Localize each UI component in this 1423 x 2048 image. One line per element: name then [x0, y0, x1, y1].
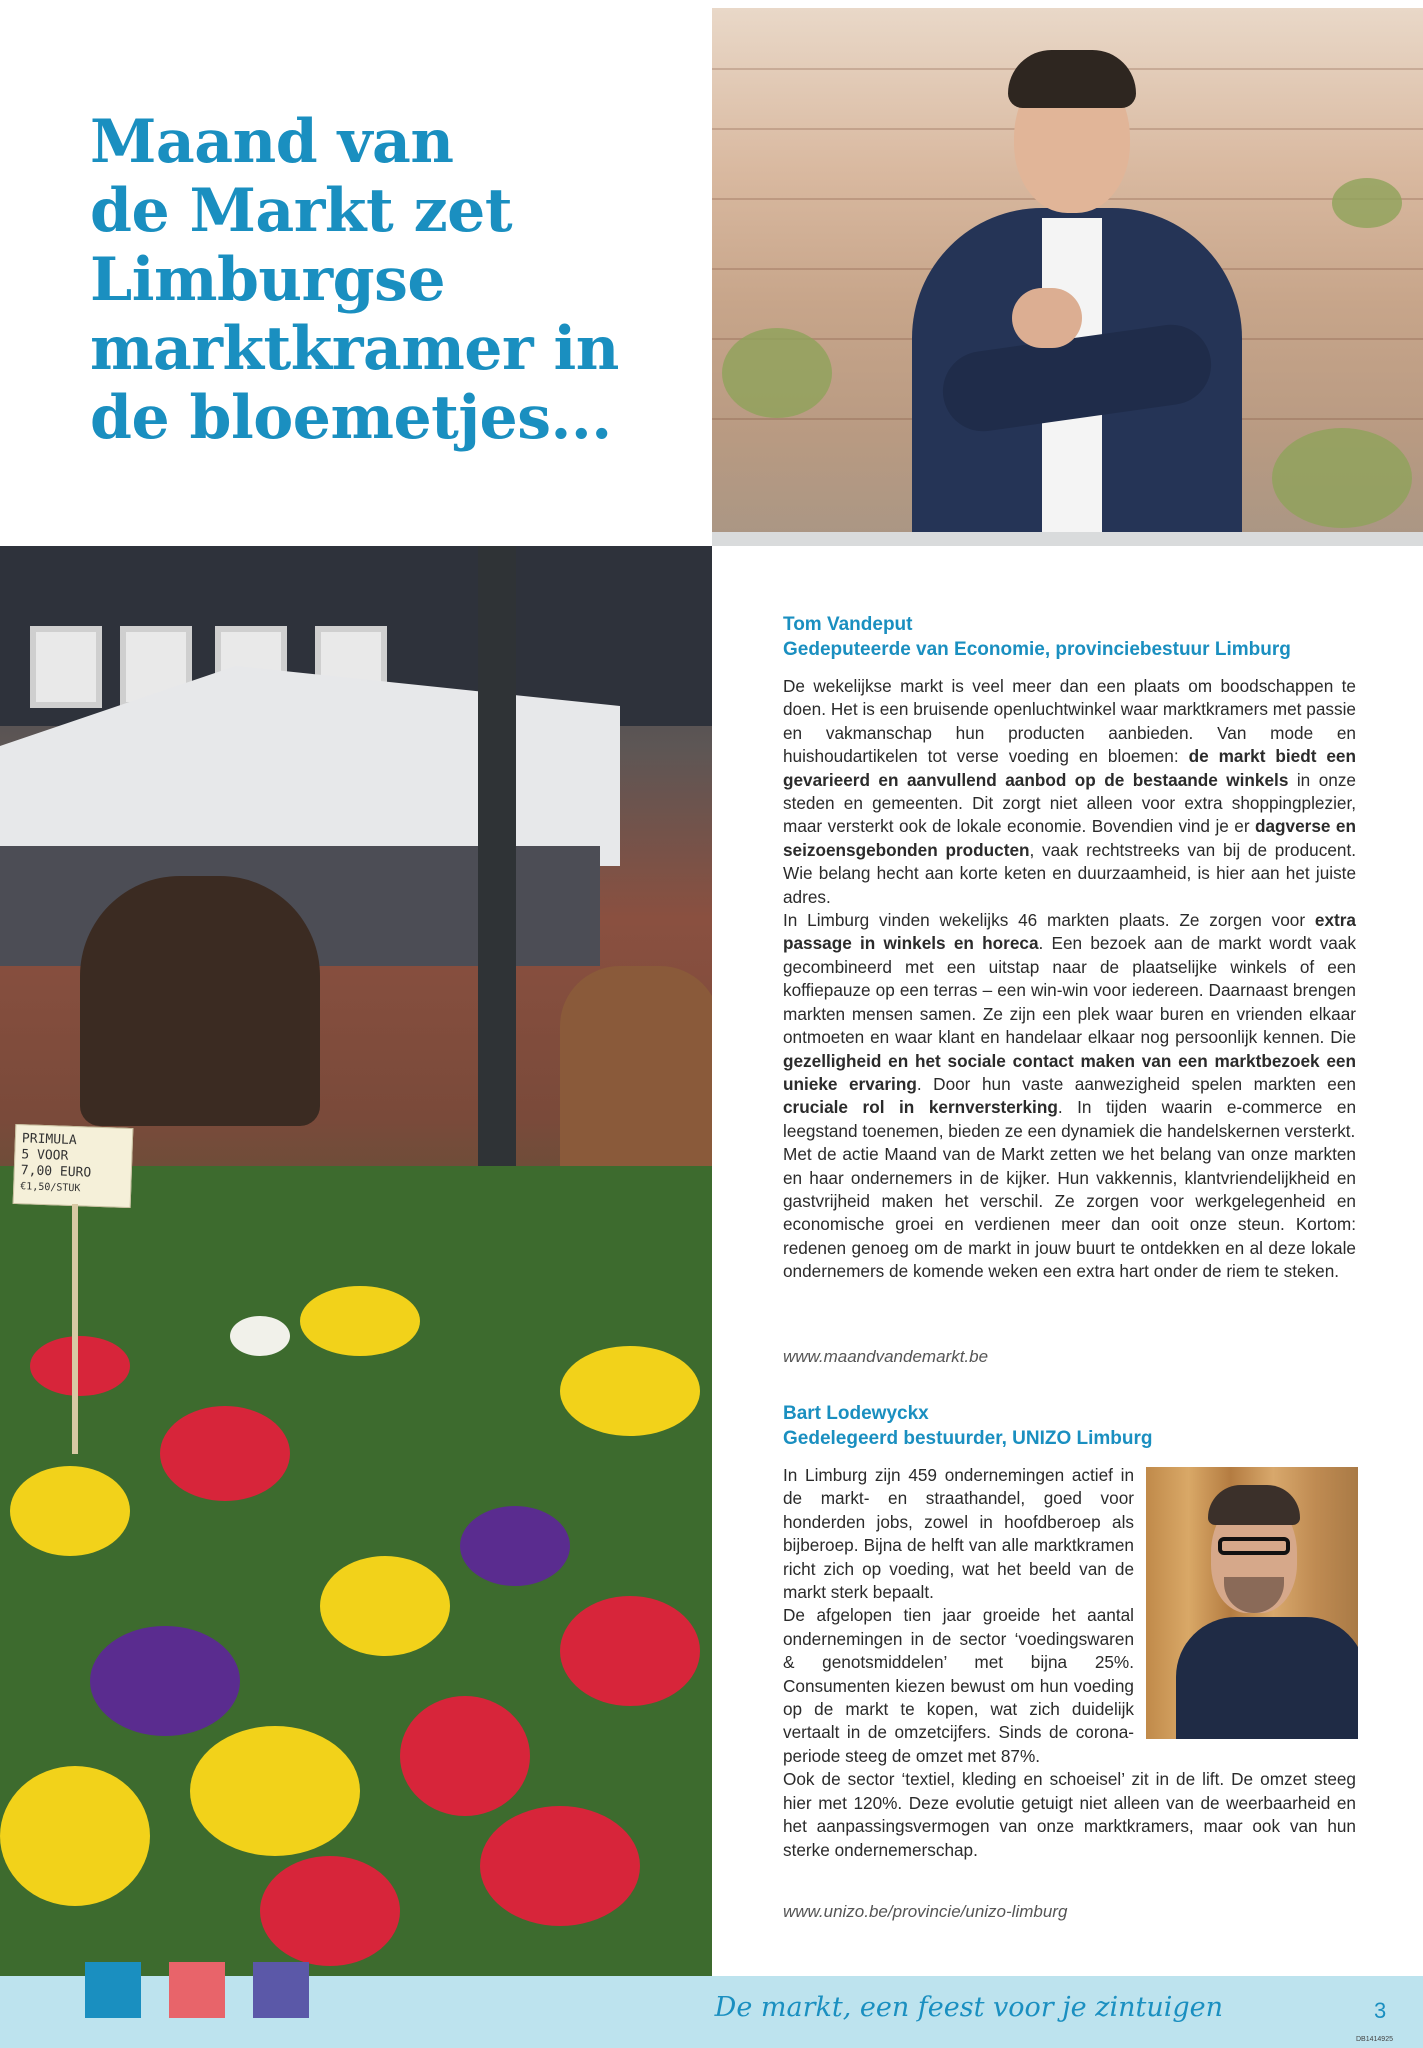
text-run: In Limburg vinden wekelijks 46 markten plaats. Ze zorgen voor: [783, 910, 1315, 931]
article2-paragraph: Ook de sector ‘textiel, kleding en schoeisel’ zit in de lift. De omzet steeg hier met 120%. Deze evolutie getuigt niet alleen van de weerbaarheid en het aanpassingsvermogen van onze marktkramers, maar ook van hun sterke ondernemerschap.: [783, 1769, 1356, 1860]
sign-line: €1,50/STUK: [20, 1181, 81, 1195]
article1-body: [783, 675, 1356, 1284]
color-swatch: [169, 1962, 225, 2018]
document-code: DB1414925: [1356, 2036, 1393, 2043]
article1-paragraph: [783, 675, 1356, 909]
bold-run: dagverse en seizoensgebonden producten: [783, 816, 1356, 860]
footer-tagline: De markt, een feest voor je zintuigen: [714, 1992, 1223, 2023]
sign-line: 7,00 EURO: [20, 1163, 92, 1181]
author-role-bart-lodewyckx: Gedelegeerd bestuurder, UNIZO Limburg: [783, 1428, 1153, 1449]
photo-wrap-spacer: [1134, 1464, 1356, 1746]
article2-paragraph: In Limburg zijn 459 ondernemingen actief in de markt- en straathandel, goed voor honderden jobs, zowel in hoofdberoep als bijberoep. Bijna de helft van alle marktkramen richt zich op voeding, wat het beeld van de markt sterk bepaalt.: [783, 1465, 1134, 1603]
color-swatch: [253, 1962, 309, 2018]
author-name-tom-vandeput: Tom Vandeput: [783, 614, 913, 635]
bold-run: extra passage in winkels en horeca: [783, 910, 1356, 954]
article1-paragraph: [783, 909, 1356, 1143]
article2-body: [783, 1464, 1356, 1862]
bold-run: de markt biedt een gevarieerd en aanvullend aanbod op de bestaande winkels: [783, 746, 1356, 790]
price-sign: [13, 1124, 134, 1208]
text-run: , vaak rechtstreeks van bij de producent. Wie belang hecht aan korte keten en duurzaamheid, is hier aan het juiste adres.: [783, 839, 1356, 907]
article2-paragraph: De afgelopen tien jaar groeide het aantal ondernemingen in de sector ‘voedingswaren & genotsmiddelen’ met bijna 25%. Consumenten kiezen bewust om hun voeding op de markt te kopen, wat zich duidelijk vertaalt in de omzetcijfers. Sinds de coronaperiode steeg de omzet met 87%.: [783, 1605, 1134, 1766]
headline-line: Maand van: [90, 107, 454, 177]
headline-line: de Markt zet: [90, 176, 513, 246]
sign-line: PRIMULA: [21, 1131, 77, 1149]
bold-run: cruciale rol in kernversterking: [783, 1097, 1058, 1118]
text-run: De wekelijkse markt is veel meer dan een plaats om boodschappen te doen. Het is een bruisende openluchtwinkel waar marktkramers met passie en vakmanschap hun producten aanbieden. Van mode en huishoudartikelen tot verse voeding en bloemen:: [783, 676, 1356, 767]
text-run: in onze steden en gemeenten. Dit zorgt niet alleen voor extra shoppingplezier, maar versterkt ook de lokale economie. Bovendien vind je er: [783, 769, 1356, 837]
author-role-tom-vandeput: Gedeputeerde van Economie, provinciebestuur Limburg: [783, 639, 1291, 660]
article1-paragraph: Met de actie Maand van de Markt zetten we het belang van onze markten en haar ondernemers in de kijker. Hun vakkennis, klantvriendelijkheid en gastvrijheid maken het verschil. Ze zorgen voor werkgelegenheid en economische groei en verdienen meer dan ooit onze steun. Kortom: redenen genoeg om de markt in jouw buurt te ontdekken en al deze lokale ondernemers de komende weken een extra hart onder de riem te steken.: [783, 1144, 1356, 1282]
bold-run: gezelligheid en het sociale contact maken van een marktbezoek een unieke ervaring: [783, 1050, 1356, 1094]
headline-line: de bloemetjes...: [90, 383, 612, 453]
portrait-photo-tom-vandeput: [712, 8, 1423, 546]
headline-line: Limburgse: [90, 245, 446, 315]
page-number: 3: [1374, 1998, 1387, 2023]
author-name-bart-lodewyckx: Bart Lodewyckx: [783, 1403, 929, 1424]
text-run: . Een bezoek aan de markt wordt vaak gecombineerd met een uitstap naar de plaatselijke winkels of een koffiepauze op een terras – een win-win voor iedereen. Daarnaast brengen markten mensen samen. Ze zijn een plek waar buren en vrienden elkaar ontmoeten en waar klant en handelaar elkaar nog persoonlijk kennen. Die: [783, 933, 1357, 1048]
text-run: . Door hun vaste aanwezigheid spelen markten een: [916, 1073, 1356, 1094]
sign-line: 5 VOOR: [21, 1147, 69, 1164]
link-unizo-limburg[interactable]: www.unizo.be/provincie/unizo-limburg: [783, 1902, 1068, 1921]
link-maandvandemarkt[interactable]: www.maandvandemarkt.be: [783, 1347, 989, 1366]
text-run: . In tijden waarin e-commerce en leegstand toenemen, bieden ze een dynamiek die handelskernen versterkt.: [783, 1097, 1357, 1141]
headline-line: marktkramer in: [90, 314, 619, 384]
color-swatch: [85, 1962, 141, 2018]
page-headline: [90, 108, 690, 453]
flower-market-photo: [0, 546, 712, 1976]
